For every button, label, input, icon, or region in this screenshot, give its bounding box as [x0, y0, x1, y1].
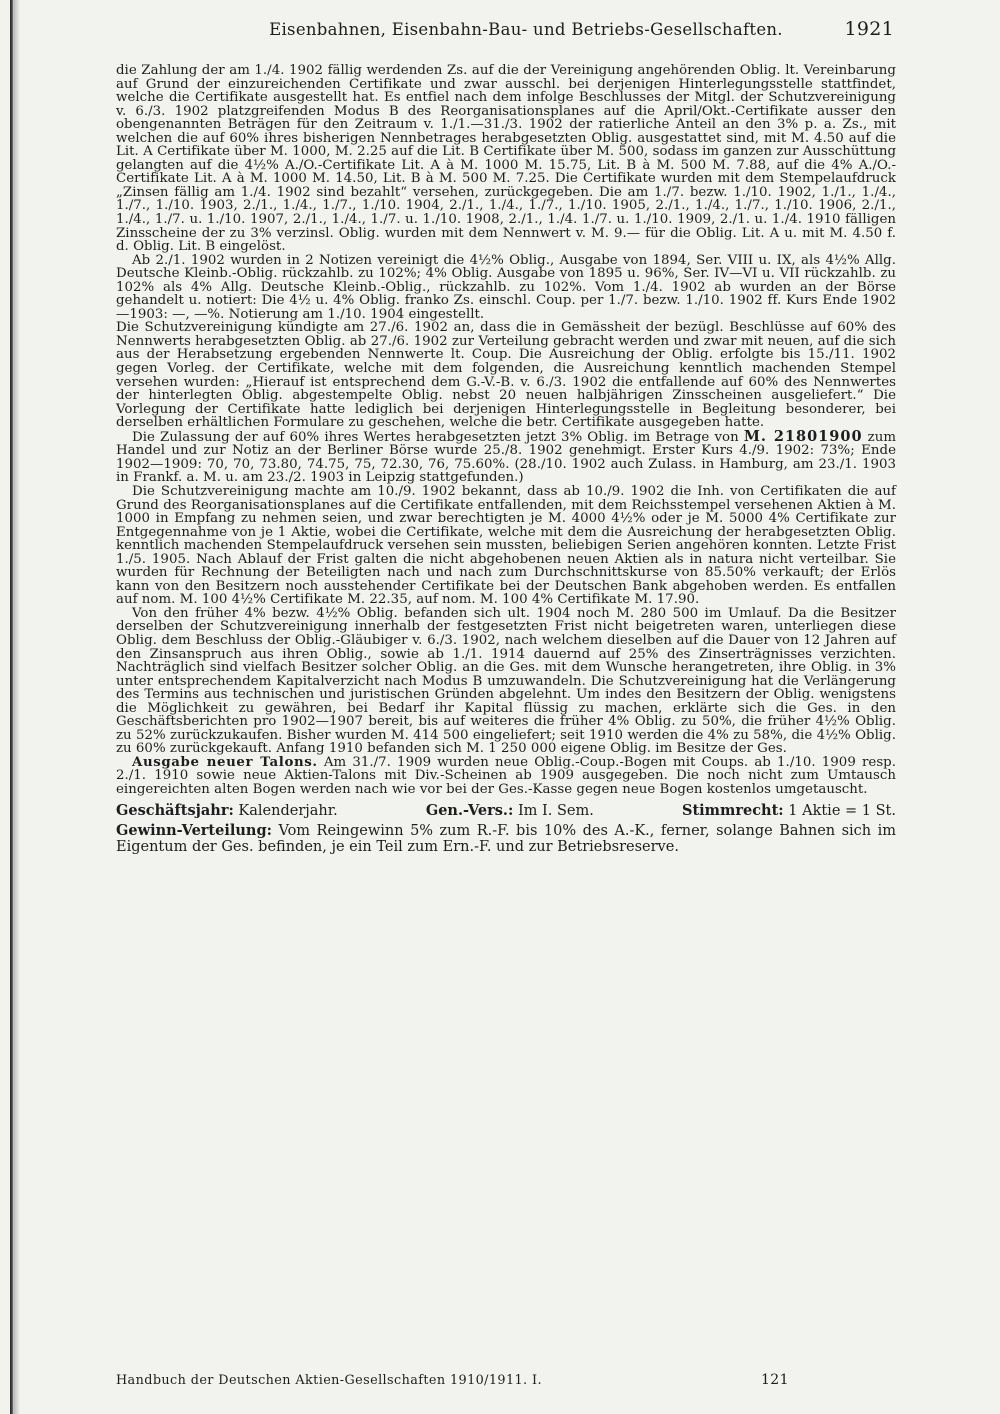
geschaeftsjahr-label: Geschäftsjahr:: [116, 801, 234, 819]
footer-text: Handbuch der Deutschen Aktien-Gesellschaften 1910/1911. I.: [116, 1373, 542, 1388]
paragraph-aktien: Die Schutzvereinigung machte am 10./9. 1902 bekannt, dass ab 10./9. 1902 die Inh. von Certifikaten die auf Grund des Reorganisationsplanes auf die Certifikate entfallenden, mit dem Reichsstempel versehenen Aktien à M. 1000 in Empfang zu nehmen seien, und zwar berechtigten je M. 4000 4½% oder je M. 5000 4% Certifikate zur Entgegennahme von je 1 Aktie, wobei die Certifikate, welche mit dem die Ausreichung der herabgesetzten Oblig. kenntlich machenden Stempelaufdruck versehen sein mussten, beliebigen Serien angehören konnten. Letzte Frist 1./5. 1905. Nach Ablauf der Frist galten die nicht abgehobenen neuen Aktien als in natura nicht verteilbar. Sie wurden für Rechnung der Beteiligten nach und nach zum Durchschnittskurse von 85.50% verkauft; der Erlös kann von den Besitzern noch ausstehender Certifikate bei der Deutschen Bank abgehoben werden. Es entfallen auf nom. M. 100 4½% Certifikate M. 22.35, auf nom. M. 100 4% Certifikate M. 17.90.: [116, 483, 896, 608]
paragraph-notizen: Ab 2./1. 1902 wurden in 2 Notizen vereinigt die 4½% Oblig., Ausgabe von 1894, Ser. VIII u. IX, als 4½% Allg. Deutsche Kleinb.-Oblig. rückzahlb. zu 102%; 4% Oblig. Ausgabe von 1895 u. 96%, Ser. IV—VI u. VII rückzahlb. zu 102% als 4% Allg. Deutsche Kleinb.-Oblig., rückzahlb. zu 102%. Vom 1./4. 1902 ab wurden an der Börse gehandelt u. notiert: Die 4½ u. 4% Oblig. franko Zs. einschl. Coup. per 1./7. bezw. 1./10. 1902 ff. Kurs Ende 1902—1903: —, —%. Notierung am 1./10. 1904 eingestellt.: [116, 252, 896, 322]
geschaeftsjahr-value: Kalenderjahr.: [238, 802, 338, 819]
gewinn-verteilung: [116, 823, 896, 855]
zulassung-amount: M. 21801900: [743, 427, 863, 445]
binding-shadow: [14, 0, 20, 1414]
body-text: [116, 64, 896, 797]
generalversammlung-label: Gen.-Vers.:: [425, 801, 514, 819]
gewinn-verteilung-label: Gewinn-Verteilung:: [116, 821, 272, 839]
talons-label: Ausgabe neuer Talons.: [132, 753, 318, 770]
generalversammlung: [426, 801, 594, 821]
paragraph-zulassung: [116, 427, 897, 486]
paragraph-zinszahlung: die Zahlung der am 1./4. 1902 fällig werdenden Zs. auf die der Vereinigung angehörenden Oblig. lt. Vereinbarung auf Grund der einzureichenden Certifikate und zwar ausschl. bei derjenigen Hinterlegungsstelle stattfindet, welche die Certifikate ausgestellt hat. Es entfiel nach dem infolge Beschlusses der Mitgl. der Schutzvereinigung v. 6./3. 1902 platzgreifenden Modus B des Reorganisationsplanes auf die April/Okt.-Certifikate ausser den obengenannten Beträgen für den Zeitraum v. 1./1.—31./3. 1902 der ratierliche Anteil an den 3% p. a. Zs., mit welchen die auf 60% ihres bisherigen Nennbetrages herabgesetzten Oblig. ausgestattet sind, mit M. 4.50 auf die Lit. A Certifikate über M. 1000, M. 2.25 auf die Lit. B Certifikate über M. 500, sodass im ganzen zur Ausschüttung gelangten auf die 4½% A./O.-Certifikate Lit. A à M. 1000 M. 15.75, Lit. B à M. 500 M. 7.88, auf die 4% A./O.-Certifikate Lit. A à M. 1000 M. 14.50, Lit. B à M. 500 M. 7.25. Die Certifikate wurden mit dem Stempelaufdruck „Zinsen fällig am 1./4. 1902 sind bezahlt“ versehen, zurückgegeben. Die am 1./7. bezw. 1./10. 1902, 1./1., 1./4., 1./7., 1./10. 1903, 2./1., 1./4., 1./7., 1./10. 1904, 2./1., 1./4., 1./7., 1./10. 1905, 2./1., 1./4., 1./7., 1./10. 1906, 2./1., 1./4., 1./7. u. 1./10. 1907, 2./1., 1./4., 1./7. u. 1./10. 1908, 2./1., 1./4. 1./7. u. 1./10. 1909, 2./1. u. 1./4. 1910 fälligen Zinsscheine der zu 3% verzinsl. Oblig. wurden mit dem Nennwert v. M. 9.— für die Oblig. Lit. A u. mit M. 4.50 f. d. Oblig. Lit. B eingelöst.: [116, 63, 896, 255]
paragraph-umlauf: Von den früher 4% bezw. 4½% Oblig. befanden sich ult. 1904 noch M. 280 500 im Umlauf. Da die Besitzer derselben der Schutzvereinigung innerhalb der festgesetzten Frist nicht beigetreten waren, unterliegen diese Oblig. dem Beschluss der Oblig.-Gläubiger v. 6./3. 1902, nach welchem dieselben auf die Dauer von 12 Jahren auf den Zinsanspruch aus ihren Oblig., sowie ab 1./1. 1914 dauernd auf 25% des Zinserträgnisses verzichten. Nachträglich sind vielfach Besitzer solcher Oblig. an die Ges. mit dem Wunsche herangetreten, ihre Oblig. in 3% unter entsprechendem Kapitalverzicht nach Modus B umzuwandeln. Die Schutzvereinigung hat die Verlängerung des Termins aus technischen und juristischen Gründen abgelehnt. Um indes den Besitzern der Oblig. wenigstens die Möglichkeit zu gewähren, bei Bedarf ihr Kapital flüssig zu machen, erklärte sich die Ges. in den Geschäftsberichten pro 1902—1907 bereit, bis auf weiteres die früher 4% Oblig. zu 50%, die früher 4½% Oblig. zu 52% zurückzukaufen. Bisher wurden M. 414 500 eingeliefert; seit 1910 werden die 4% zu 58%, die 4½% Oblig. zu 60% zurückgekauft. Anfang 1910 befanden sich M. 1 250 000 eigene Oblig. im Besitze der Ges.: [116, 605, 896, 757]
paragraph-talons: [116, 753, 897, 797]
paragraph-schutzvereinigung: Die Schutzvereinigung kündigte am 27./6. 1902 an, dass die in Gemässheit der bezügl. Beschlüsse auf 60% des Nennwerts herabgesetzten Oblig. ab 27./6. 1902 zur Verteilung gebracht werden und zwar mit neuen, auf die sich aus der Herabsetzung ergebenden Nennwerte lt. Coup. Die Ausreichung der Oblig. erfolgte bis 15./11. 1902 gegen Vorleg. der Certifikate, welche mit dem folgenden, die Ausreichung kenntlich machenden Stempel versehen wurden: „Hierauf ist entsprechend dem G.-V.-B. v. 6./3. 1902 die entfallende auf 60% des Nennwertes der hinterlegten Oblig. abgestempelte Oblig. nebst 20 neuen halbjährigen Zinsscheinen ausgeliefert.“ Die Vorlegung der Certifikate hatte lediglich bei derjenigen Hinterlegungsstelle in Begleitung besonderer, bei derselben erhältlichen Formulare zu geschehen, welche die betr. Certifikate ausgegeben hatte.: [116, 320, 896, 431]
generalversammlung-value: Im I. Sem.: [517, 802, 594, 819]
zulassung-text-post: zum Handel und zur Notiz an der Berliner Börse wurde 25./8. 1902 genehmigt. Erster Kurs 4./9. 1902: 73%; Ende 1902—1909: 70, 70, 73.80, 74.75, 75, 72.30, 76, 75.60%. (28./10. 1902 auch Zulass. in Hamburg, am 23./1. 1903 in Frankf. a. M. u. am 23./2. 1903 in Leipzig stattgefunden.): [116, 429, 897, 486]
stimmrecht-value: 1 Aktie = 1 St.: [788, 802, 896, 819]
stimmrecht-label: Stimmrecht:: [682, 801, 784, 819]
stimmrecht: [682, 801, 896, 821]
zulassung-text-pre: Die Zulassung der auf 60% ihres Wertes herabgesetzten jetzt 3% Oblig. im Betrage von: [132, 429, 739, 445]
geschaeftsjahr: [116, 801, 338, 821]
talons-text: Am 31./7. 1909 wurden neue Oblig.-Coup.-Bogen mit Coups. ab 1./10. 1909 resp. 2./1. 1910 sowie neue Aktien-Talons mit Div.-Scheinen ab 1909 ausgegeben. Die noch nicht zum Umtausch eingereichten alten Bogen werden nach wie vor bei der Ges.-Kasse gegen neue Bogen kostenlos umgetauscht.: [116, 754, 897, 797]
page-number: 1921: [844, 18, 894, 40]
page-title: Eisenbahnen, Eisenbahn-Bau- und Betriebs-Gesellschaften.: [269, 20, 783, 39]
page: [116, 18, 897, 1388]
footer-signature: 121: [761, 1372, 789, 1388]
meta-line: [116, 801, 896, 821]
gewinn-verteilung-text: Vom Reingewinn 5% zum R.-F. bis 10% des A.-K., ferner, solange Bahnen sich im Eigentum der Ges. befinden, je ein Teil zum Ern.-F. und zur Betriebsreserve.: [116, 822, 896, 855]
page-header: [116, 18, 896, 50]
